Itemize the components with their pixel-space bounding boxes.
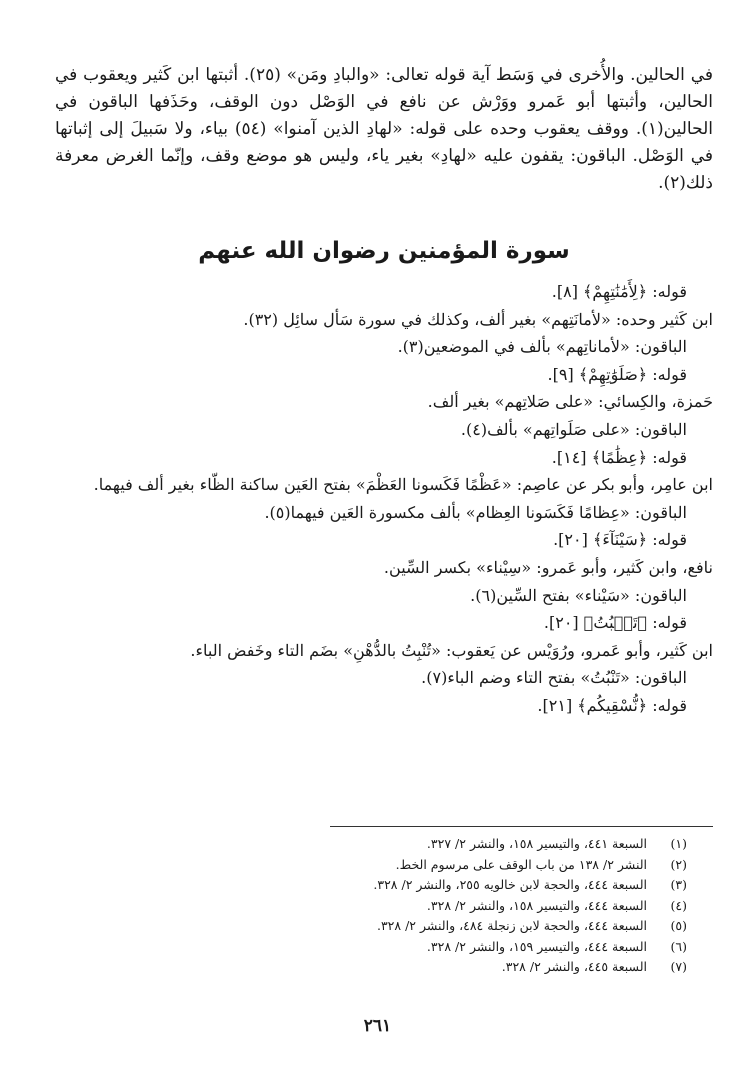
footnote-item [55,916,713,937]
entry-line: قوله: ﴿عِظَٰمًا﴾ [١٤]. [551,447,687,467]
entry-line: الباقون: «تَنْبُتُ» بفتح التاء وضم الباء(٧). [421,668,687,688]
page-number: ٢٦١ [363,1016,392,1036]
footnote-text: السبعة ٤٤٤، والحجة لابن خالويه ٢٥٥، والنشر ٢/ ٣٢٨. [373,877,647,892]
entry-line: قوله: ﴿صَلَوَٰتِهِمْ﴾ [٩]. [547,364,687,384]
footnote-text: السبعة ٤٤١، والتيسير ١٥٨، والنشر ٢/ ٣٢٧. [426,836,647,851]
footnote-text: السبعة ٤٤٤، والحجة لابن زنجلة ٤٨٤، والنشر ٢/ ٣٢٨. [376,918,647,933]
entry-line: الباقون: «لأماناتِهم» بألف في الموضعين(٣). [397,337,687,357]
footnote-number: (٦) [670,938,687,954]
entry-list [55,278,713,720]
footnote-text: النشر ٢/ ١٣٨ من باب الوقف على مرسوم الخط. [395,856,647,872]
footnote-text: السبعة ٤٤٤، والتيسير ١٥٨، والنشر ٢/ ٣٢٨. [426,897,647,913]
entry-line: قوله: ﴿سَيْنَآءَ﴾ [٢٠]. [553,530,687,550]
footnote-text: السبعة ٤٤٥، والنشر ٢/ ٣٢٨. [501,959,647,974]
footnote-item [55,957,713,978]
entry-line: الباقون: «عِظامًا فَكَسَونا العِظام» بألف مكسورة العَين فيهما(٥). [264,502,687,522]
footnote-item [55,896,713,917]
entry-line: نافع، وابن كَثير، وأبو عَمرو: «سِيْناء» بكسر السِّين. [383,557,713,577]
entry-line: ابن كَثير وحده: «لأمانَتِهم» بغير ألف، وكذلك في سورة سَأل سائِل (٣٢). [243,309,713,329]
entry-line: قوله: ﴿تَنۢبُتُ﴾ [٢٠]. [543,613,687,633]
footnote-number: (٤) [670,897,687,913]
footnote-item [55,875,713,896]
footnote-number: (١) [670,836,687,851]
footnote-number: (٥) [670,918,687,933]
entry-line: قوله: ﴿لِأَمَٰنَٰتِهِمْ﴾ [٨]. [551,282,687,301]
entry-line: حَمزة، والكِسائي: «على صَلاتِهم» بغير ألف. [427,392,713,412]
entry-line: قوله: ﴿نُّسْقِيكُم﴾ [٢١]. [537,695,687,715]
entry-line: الباقون: «سَيْناء» بفتح السِّين(٦). [470,585,687,605]
entry-line: الباقون: «على صَلَواتِهم» بألف(٤). [460,419,687,439]
footnote-item [55,834,713,855]
entry-line: ابن كَثير، وأبو عَمرو، ورُوَيْس عن يَعقوب: «تُنْبِتُ بالدُّهْنِ» بضَم التاء وخَفض الباء. [190,640,713,660]
footnote-item [55,855,713,876]
footnote-number: (٢) [670,856,687,872]
footnote-number: (٣) [670,877,687,892]
surah-heading: سورة المؤمنين رضوان الله عنهم [198,238,570,264]
footnote-divider [330,826,713,827]
entry-line: ابن عامِر، وأبو بكر عن عاصِم: «عَظْمًا فَكَسونا العَظْمَ» بفتح العَين ساكنة الظّاء بغير ألف فيهما. [93,475,713,495]
footnote-text: السبعة ٤٤٤، والتيسير ١٥٩، والنشر ٢/ ٣٢٨. [426,938,647,954]
footnote-number: (٧) [670,959,687,974]
footnote-item [55,937,713,958]
intro-paragraph: في الحالين. والأُخرى في وَسَط آية قوله تعالى: «والبادِ ومَن» (٢٥). أثبتها ابن كَثير ويعقوب في الحالين، وأثبتها أبو عَمرو ووَرْش عن نافع في الوَصْل دون الوقف، وحَذَفها الباقون في الحالين(١). ووقف يعقوب وحده على قوله: «لهادِ الذين آمنوا» (٥٤) بياء، ولا سَبيلَ إلى إثباتها في الوَصْل. الباقون: يقفون عليه «لهادِ» بغير ياء، وليس هو موضع وقف، وإنّما الغرض معرفة ذلك(٢). [55,65,713,193]
footnote-list [55,834,713,978]
